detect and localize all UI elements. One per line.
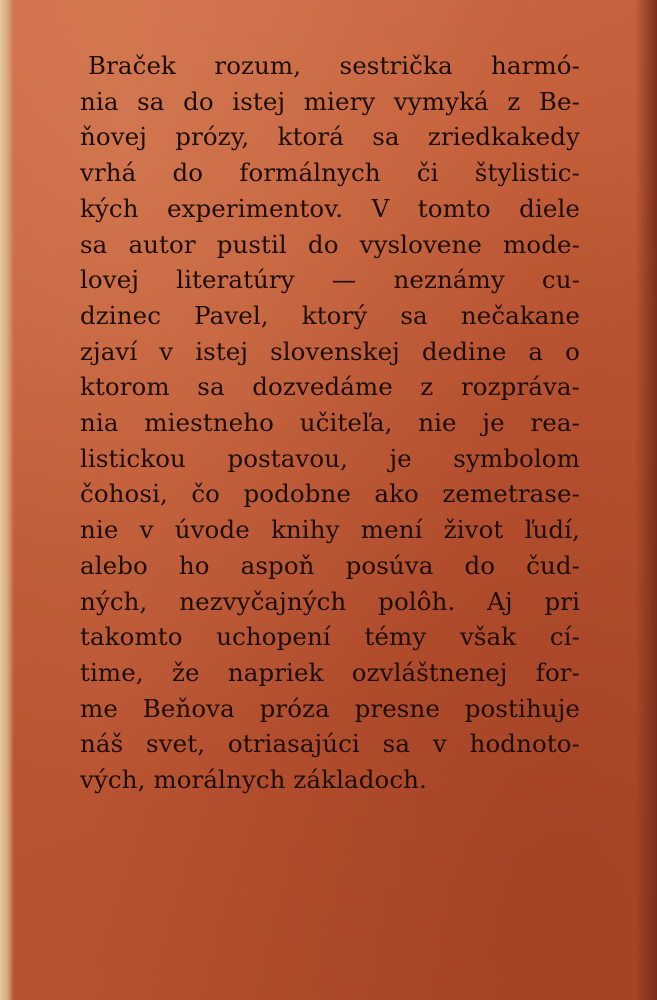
blurb-line: nia sa do istej miery vymyká z Be- <box>80 86 580 116</box>
blurb-line: zjaví v istej slovenskej dedine a o <box>80 336 580 366</box>
blurb-line: lovej literatúry — neznámy cu- <box>80 265 580 295</box>
blurb-line: nia miestneho učiteľa, nie je rea- <box>80 408 580 438</box>
blurb-line: time, že napriek ozvláštnenej for- <box>80 657 580 687</box>
blurb-line: takomto uchopení témy však cí- <box>80 622 580 652</box>
page-edge-left <box>0 0 14 1000</box>
blurb-line: sa autor pustil do vyslovene mode- <box>80 229 580 259</box>
blurb-line: čohosi, čo podobne ako zemetrase- <box>80 479 580 509</box>
blurb-line: ňovej prózy, ktorá sa zriedkakedy <box>80 122 580 152</box>
blurb-line: náš svet, otriasajúci sa v hodnoto- <box>80 729 580 759</box>
blurb-line: ktorom sa dozvedáme z rozpráva- <box>80 372 580 402</box>
blurb-line: dzinec Pavel, ktorý sa nečakane <box>80 300 580 330</box>
blurb-line: Braček rozum, sestrička harmó- <box>88 51 580 80</box>
blurb-line: vrhá do formálnych či štylistic- <box>80 158 580 188</box>
cover-blurb-paragraph <box>80 48 580 798</box>
blurb-line: alebo ho aspoň posúva do čud- <box>80 550 580 580</box>
blurb-line: vých, morálnych základoch. <box>80 765 427 795</box>
blurb-line: ných, nezvyčajných polôh. Aj pri <box>80 586 580 616</box>
blurb-line: me Beňova próza presne postihuje <box>80 693 580 723</box>
page-edge-right <box>635 0 657 1000</box>
blurb-line: listickou postavou, je symbolom <box>80 443 580 473</box>
blurb-line: kých experimentov. V tomto diele <box>80 193 580 223</box>
blurb-line: nie v úvode knihy mení život ľudí, <box>80 515 580 545</box>
